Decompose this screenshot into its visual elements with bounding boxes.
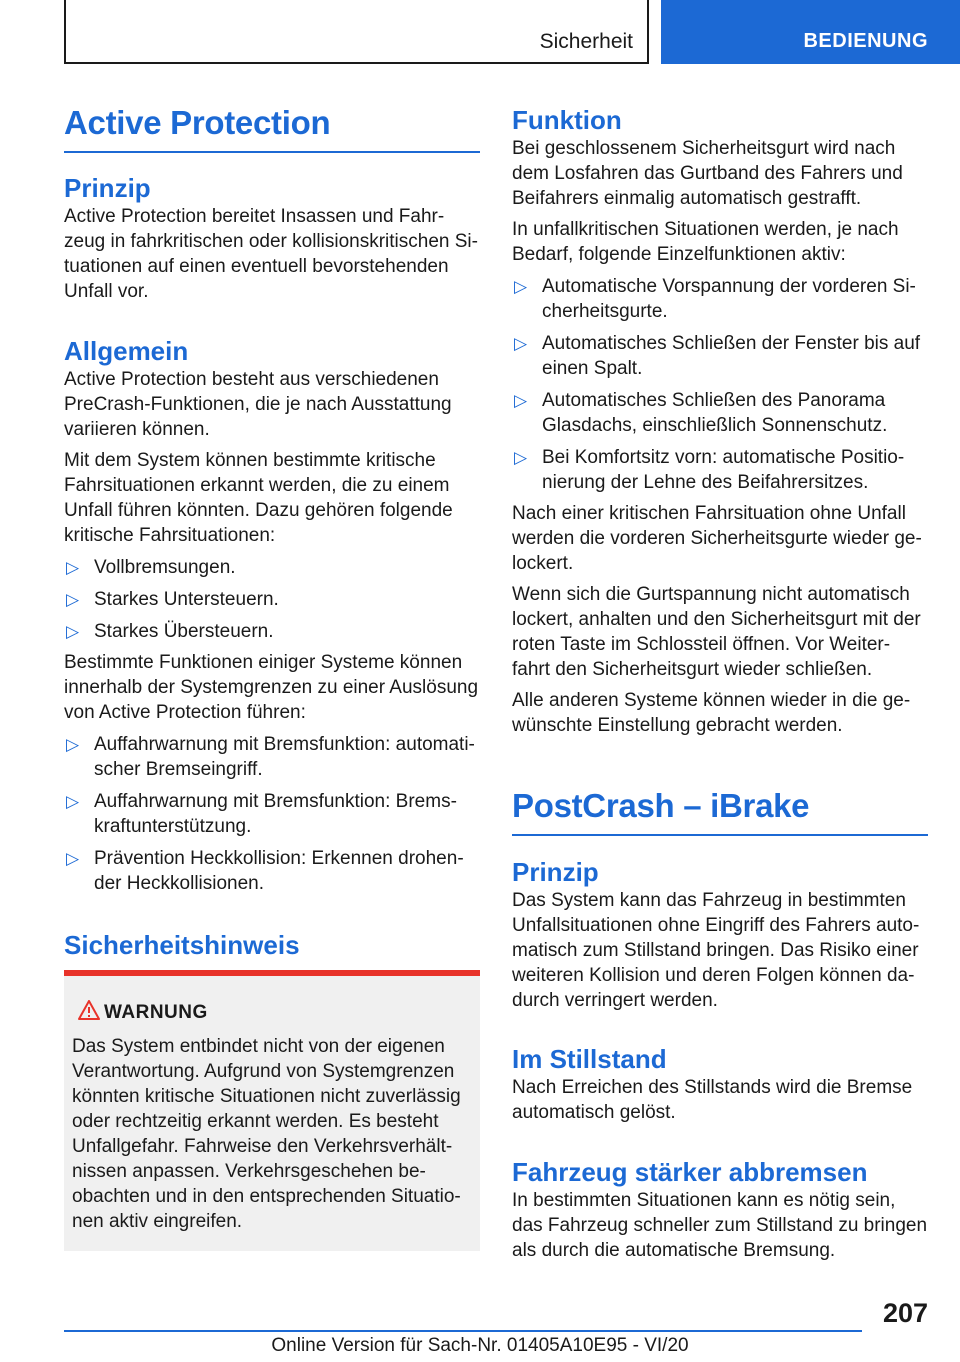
allgemein-heading: Allgemein [64, 336, 189, 366]
abbremsen-text: In bestimmten Situationen kann es nötig sein, das Fahrzeug schneller zum Stillstand zu bringen als durch die automatische Bremsung. [512, 1190, 928, 1261]
triangle-bullet-icon: ▷ [66, 622, 80, 641]
triangle-bullet-icon: ▷ [514, 277, 528, 296]
page-number: 207 [882, 1298, 928, 1328]
sicherheitshinweis-heading: Sicherheitshinweis [64, 930, 300, 960]
list-item: ▷ Automatisches Schließen der Fenster bis auf einen Spalt. [514, 333, 921, 379]
funktion-paragraph-4: Wenn sich die Gurtspannung nicht automatisch lockert, anhalten und den Sicherheitsgurt mit der roten Taste im Schlossteil öffnen. Vor Weiter-fahrt den Sicherheitsgurt wieder schließen. [512, 584, 921, 680]
list-item: ▷ Starkes Untersteuern. [66, 589, 279, 610]
list-item: ▷ Bei Komfortsitz vorn: automatische Positio-nierung der Lehne des Beifahrersitzes. [514, 447, 905, 493]
list-item: ▷ Auffahrwarnung mit Bremsfunktion: automati-scher Bremseingriff. [66, 734, 475, 780]
stillstand-heading: Im Stillstand [512, 1044, 667, 1074]
list-item: ▷ Starkes Übersteuern. [66, 621, 274, 642]
list-item: ▷ Prävention Heckkollision: Erkennen drohen-der Heckkollisionen. [66, 848, 464, 894]
warning-box [64, 970, 480, 1251]
triangle-bullet-icon: ▷ [66, 558, 80, 577]
abbremsen-heading: Fahrzeug stärker abbremsen [512, 1157, 868, 1187]
funktion-paragraph-2: In unfallkritischen Situationen werden, je nach Bedarf, folgende Einzelfunktionen aktiv: [512, 219, 899, 265]
warning-triangle-icon [78, 1000, 100, 1020]
triangle-bullet-icon: ▷ [66, 735, 80, 754]
function-list [64, 732, 480, 896]
triangle-bullet-icon: ▷ [66, 590, 80, 609]
list-item: ▷ Vollbremsungen. [66, 557, 236, 578]
footer-version-text: Online Version für Sach-Nr. 01405A10E95 - VI/20 [271, 1335, 689, 1356]
list-item: ▷ Automatische Vorspannung der vorderen Si-cherheitsgurte. [514, 276, 916, 322]
triangle-bullet-icon: ▷ [514, 391, 528, 410]
funktion-paragraph-5: Alle anderen Systeme können wieder in die ge-wünschte Einstellung gebracht werden. [512, 690, 911, 736]
postcrash-title: PostCrash – iBrake [512, 786, 928, 836]
allgemein-paragraph-2: Mit dem System können bestimmte kritische Fahrsituationen erkannt werden, die zu einem Unfall führen könnten. Dazu gehören folgende kritische Fahrsituationen: [64, 450, 453, 546]
stillstand-text: Nach Erreichen des Stillstands wird die Bremse automatisch gelöst. [512, 1077, 913, 1123]
header-chapter-label: BEDIENUNG [803, 30, 928, 52]
header-section-box [64, 0, 649, 64]
allgemein-paragraph-3: Bestimmte Funktionen einiger Systeme können innerhalb der Systemgrenzen zu einer Auslösung von Active Protection führen: [64, 652, 479, 723]
list-item: ▷ Auffahrwarnung mit Bremsfunktion: Brems-kraftunterstützung. [66, 791, 457, 837]
allgemein-paragraph-1: Active Protection besteht aus verschiedenen PreCrash-Funktionen, die je nach Ausstattung variieren können. [64, 369, 452, 440]
header-section-label: Sicherheit [539, 30, 633, 53]
triangle-bullet-icon: ▷ [66, 849, 80, 868]
page-title: Active Protection [64, 103, 480, 153]
funktion-heading: Funktion [512, 105, 622, 135]
triangle-bullet-icon: ▷ [66, 792, 80, 811]
prinzip-2-text: Das System kann das Fahrzeug in bestimmten Unfallsituationen ohne Eingriff des Fahrers auto-matisch zum Stillstand bringen. Das Risiko einer weiteren Kollision und deren Folgen können da-durch verringert werden. [512, 890, 920, 1011]
funktion-paragraph-1: Bei geschlossenem Sicherheitsgurt wird nach dem Losfahren das Gurtband des Fahrers und Beifahrers einmalig automatisch gestrafft. [512, 138, 903, 209]
header-chapter-tab [661, 0, 960, 64]
footer-divider [64, 1330, 862, 1332]
einzelfunktionen-list [512, 274, 928, 495]
triangle-bullet-icon: ▷ [514, 334, 528, 353]
funktion-paragraph-3: Nach einer kritischen Fahrsituation ohne Unfall werden die vorderen Sicherheitsgurte wieder ge-lockert. [512, 503, 922, 574]
warning-title: WARNUNG [104, 1002, 208, 1023]
warning-text: Das System entbindet nicht von der eigenen Verantwortung. Aufgrund von Systemgrenzen könnten kritische Situationen nicht zuverlässig oder rechtzeitig erkannt werden. Es besteht Unfallgefahr. Fahrweise den Verkehrsverhält-nissen anpassen. Verkehrsgeschehen be-obachten und in den entsprechenden Situatio-nen aktiv eingreifen. [72, 1036, 461, 1232]
prinzip-2-heading: Prinzip [512, 857, 599, 887]
prinzip-text: Active Protection bereitet Insassen und Fahr-zeug in fahrkritischen oder kollisionskritischen Si-tuationen auf einen eventuell bevorstehenden Unfall vor. [64, 206, 478, 302]
prinzip-heading: Prinzip [64, 173, 151, 203]
situation-list [64, 555, 480, 644]
list-item: ▷ Automatisches Schließen des Panorama Glasdachs, einschließlich Sonnenschutz. [514, 390, 888, 436]
triangle-bullet-icon: ▷ [514, 448, 528, 467]
